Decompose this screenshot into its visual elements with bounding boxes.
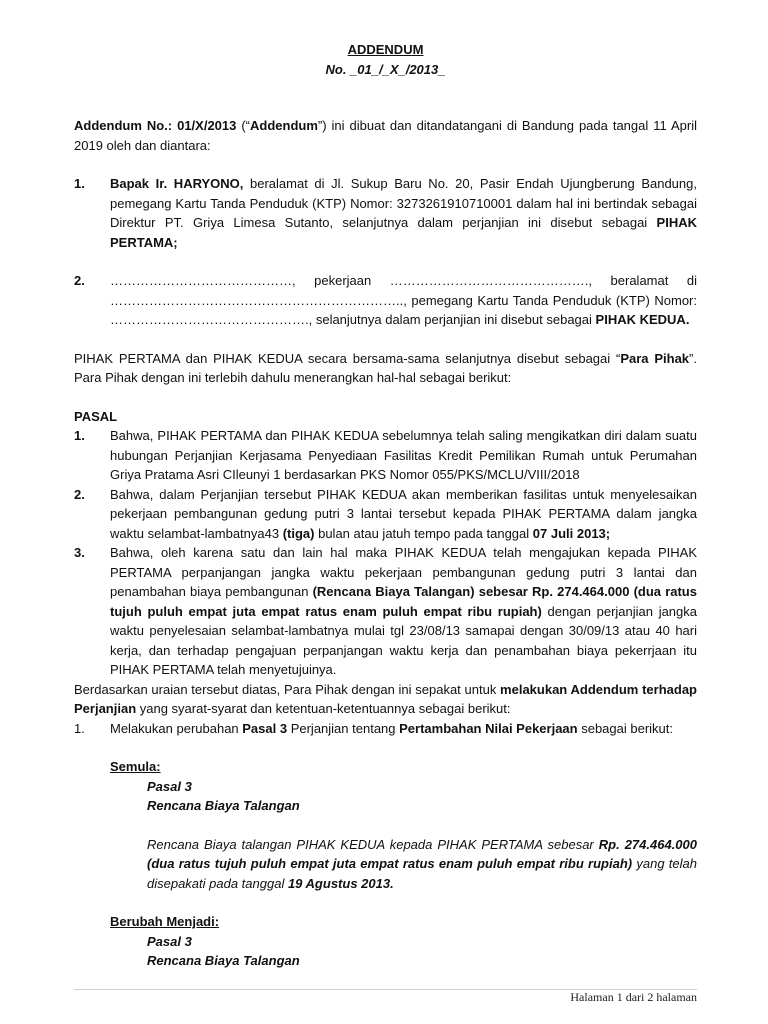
addendum-word: Addendum (250, 118, 318, 133)
berubah-label: Berubah Menjadi: (110, 914, 220, 929)
change-item-1-subject: Pertambahan Nilai Pekerjaan (399, 720, 578, 736)
change-item-1-text2: Perjanjian tentang (287, 720, 400, 736)
semula-text2: yang telah disepakati pada tanggal (147, 856, 697, 891)
berubah-title: Rencana Biaya Talangan (147, 953, 300, 968)
party-two-line3: ………………………………………., selanjutnya dalam perjanjian ini disebut sebagai (110, 312, 596, 327)
party-one-name: Bapak Ir. HARYONO, (110, 176, 244, 191)
pasal-item-1-number: 1. (74, 428, 85, 443)
pasal-item-3-text: Bahwa, oleh karena satu dan lain hal maka PIHAK KEDUA telah mengajukan kepada PIHAK PERTAMA perpanjangan jangka waktu pekerjaan pembangunan gedung putri 3 lantai dan penambahan biaya pembangunan (110, 545, 697, 599)
party-two-role: PIHAK KEDUA. (595, 312, 690, 327)
party-one (74, 174, 697, 252)
change-item-1-text3: sebagai berikut: (577, 720, 674, 736)
para-pihak-rest: ”. Para Pihak dengan ini terlebih dahulu menerangkan hal-hal sebagai berikut: (74, 350, 697, 385)
pasal-item-2-date: 07 Juli 2013; (532, 525, 611, 541)
page-footer: Halaman 1 dari 2 halaman (570, 990, 697, 1004)
document-title: ADDENDUM (347, 42, 424, 57)
change-item-1-number: 1. (74, 720, 85, 736)
pasal-item-2-number: 2. (74, 486, 85, 502)
party-two (74, 271, 697, 330)
change-item-1-pasal: Pasal 3 (242, 720, 288, 736)
para-pihak-bold: Para Pihak (620, 350, 690, 366)
semula-text-main: Rencana Biaya talangan PIHAK KEDUA kepada PIHAK PERTAMA sebesar (147, 836, 599, 852)
intro-quote: (“ (236, 118, 251, 133)
change-item-1-text: Melakukan perubahan (110, 720, 243, 736)
intro-rest: ”) ini dibuat dan ditandatangani di Bandung pada tangal 11 April 2019 oleh dan diantara: (74, 118, 697, 153)
berdasarkan-text: Berdasarkan uraian tersebut diatas, Para Pihak dengan ini sepakat untuk (74, 681, 501, 697)
semula-date: 19 Agustus 2013. (287, 875, 394, 891)
party-two-line2: ………………………………………………………….., pemegang Kartu Tanda Penduduk (KTP) Nomor: (110, 292, 697, 308)
party-one-text: beralamat di Jl. Sukup Baru No. 20, Pasir Endah Ujungberung Bandung, pemegang Kartu Tanda Penduduk (KTP) Nomor: 3273261910710001 dalam hal ini bertindak sebagai Direktur PT. Griya Limesa Sutanto, selanjutnya dalam perjanjian ini disebut sebagai (110, 176, 697, 230)
party-two-number: 2. (74, 273, 85, 288)
document-header (74, 40, 697, 79)
semula-pasal: Pasal 3 (147, 778, 192, 794)
para-pihak-text: PIHAK PERTAMA dan PIHAK KEDUA secara bersama-sama selanjutnya disebut sebagai “ (74, 350, 621, 366)
pasal-item-3-number: 3. (74, 545, 85, 560)
semula-label: Semula: (110, 759, 161, 774)
para-pihak-paragraph (74, 349, 697, 388)
pasal-item-2 (74, 485, 697, 544)
pasal-item-2-text: Bahwa, dalam Perjanjian tersebut PIHAK KEDUA akan memberikan fasilitas untuk menyelesaikan pekerjaan pembangunan gedung putri 3 lantai tersebut kepada PIHAK PERTAMA dalam jangka waktu selambat-lambatnya43 (110, 486, 697, 541)
pasal-heading: PASAL (74, 408, 118, 424)
pasal-item-1-text: Bahwa, PIHAK PERTAMA dan PIHAK KEDUA sebelumnya telah saling mengikatkan diri dalam suatu hubungan Perjanjian Kerjasama Penyediaan Fasilitas Kredit Pemilikan Rumah untuk Perumahan Griya Pratama Asri CIleunyi 1 berdasarkan PKS Nomor 055/PKS/MCLU/VIII/2018 (110, 428, 697, 482)
change-item-1 (74, 719, 697, 739)
party-one-role: PIHAK PERTAMA; (110, 215, 697, 250)
party-one-number: 1. (74, 176, 85, 191)
document-number: No. _01_/_X_/2013_ (325, 61, 446, 77)
party-two-line1: ……………………………………, pekerjaan ………………………………………., beralamat di (110, 273, 697, 288)
berdasarkan-paragraph (74, 680, 697, 719)
pasal-item-2-text2: bulan atau jatuh tempo pada tanggal (314, 525, 533, 541)
addendum-label: Addendum No.: 01/X/2013 (74, 118, 237, 133)
semula-text (147, 835, 697, 894)
berdasarkan-rest: yang syarat-syarat dan ketentuan-ketentuannya sebagai berikut: (136, 701, 511, 716)
pasal-item-3-text2: dengan perjanjian jangka waktu penyelesaian selambat-lambatnya mulai tgl 23/08/13 samapai dengan 30/09/13 atau 40 hari kerja, dan terhadap pengajuan perpanjangan waktu kerja dan penambahan biaya pekerrjaan itu PIHAK PERTAMA telah menyetujuinya. (110, 603, 698, 677)
semula-amount: Rp. 274.464.000 (dua ratus tujuh puluh empat juta empat ratus enam puluh empat ribu rupiah) (147, 836, 697, 871)
semula-title: Rencana Biaya Talangan (147, 798, 300, 813)
berdasarkan-bold: melakukan Addendum terhadap Perjanjian (74, 681, 697, 716)
pasal-item-2-bold1: (tiga) (282, 525, 315, 541)
berubah-pasal: Pasal 3 (147, 933, 192, 949)
document-page (74, 40, 697, 971)
pasal-item-3 (74, 543, 697, 680)
intro-paragraph (74, 116, 697, 155)
pasal-item-1 (74, 426, 697, 485)
pasal-item-3-bold: (Rencana Biaya Talangan) sebesar Rp. 274.464.000 (dua ratus tujuh puluh empat juta empat ratus enam puluh empat ribu rupiah) (110, 584, 697, 619)
